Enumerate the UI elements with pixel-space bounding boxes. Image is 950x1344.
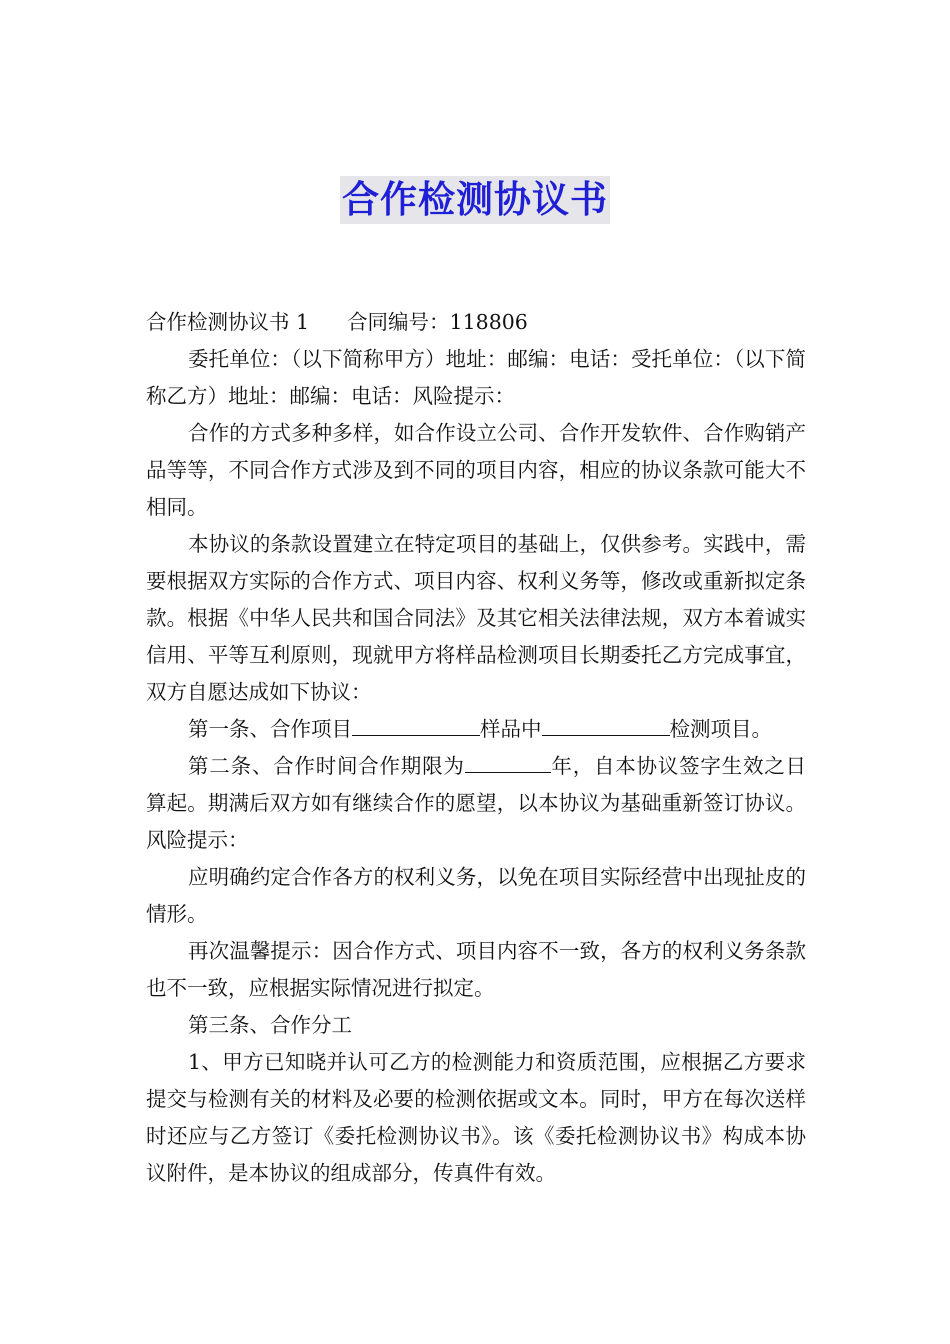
paragraph-article-one bbox=[146, 711, 806, 748]
paragraph-cooperation-modes: 合作的方式多种多样，如合作设立公司、合作开发软件、合作购销产品等等，不同合作方式涉及到不同的项目内容，相应的协议条款可能大不相同。 bbox=[146, 421, 806, 519]
article-one-end: 检测项目。 bbox=[669, 717, 773, 741]
article-two-label: 第二条、合作时间合作期限为 bbox=[188, 754, 465, 778]
fill-blank-project bbox=[352, 717, 480, 736]
document-title: 合作检测协议书 bbox=[340, 176, 610, 224]
header-left: 合作检测协议书 1 bbox=[146, 310, 310, 334]
paragraph-article-two bbox=[146, 748, 806, 859]
header-line bbox=[146, 304, 806, 341]
article-two-rest: 年，自本协议签字生效之日算起。期满后双方如有继续合作的愿望，以本协议为基础重新签订协议。风险提示： bbox=[146, 754, 807, 852]
title-container bbox=[0, 176, 950, 224]
paragraph-clause-one: 1、甲方已知晓并认可乙方的检测能力和资质范围，应根据乙方要求提交与检测有关的材料及必要的检测依据或文本。同时，甲方在每次送样时还应与乙方签订《委托检测协议书》。该《委托检测协议书》构成本协议附件，是本协议的组成部分，传真件有效。 bbox=[146, 1050, 806, 1185]
fill-blank-years bbox=[465, 754, 551, 773]
article-one-middle: 样品中 bbox=[480, 717, 542, 741]
article-one-label: 第一条、合作项目 bbox=[188, 717, 353, 741]
document-body bbox=[146, 304, 806, 1192]
contract-number: 合同编号：118806 bbox=[347, 310, 528, 334]
paragraph-rights-note: 应明确约定合作各方的权利义务，以免在项目实际经营中出现扯皮的情形。 bbox=[146, 865, 806, 926]
paragraph-basis: 本协议的条款设置建立在特定项目的基础上，仅供参考。实践中，需要根据双方实际的合作方式、项目内容、权利义务等，修改或重新拟定条款。根据《中华人民共和国合同法》及其它相关法律法规，双方本着诚实信用、平等互利原则，现就甲方将样品检测项目长期委托乙方完成事宜，双方自愿达成如下协议： bbox=[146, 532, 806, 704]
fill-blank-sample bbox=[542, 717, 670, 736]
paragraph-parties: 委托单位：（以下简称甲方）地址：邮编：电话：受托单位：（以下简称乙方）地址：邮编：电话：风险提示： bbox=[146, 347, 806, 408]
paragraph-article-three: 第三条、合作分工 bbox=[188, 1013, 353, 1037]
paragraph-reminder: 再次温馨提示：因合作方式、项目内容不一致，各方的权利义务条款也不一致，应根据实际情况进行拟定。 bbox=[146, 939, 806, 1000]
